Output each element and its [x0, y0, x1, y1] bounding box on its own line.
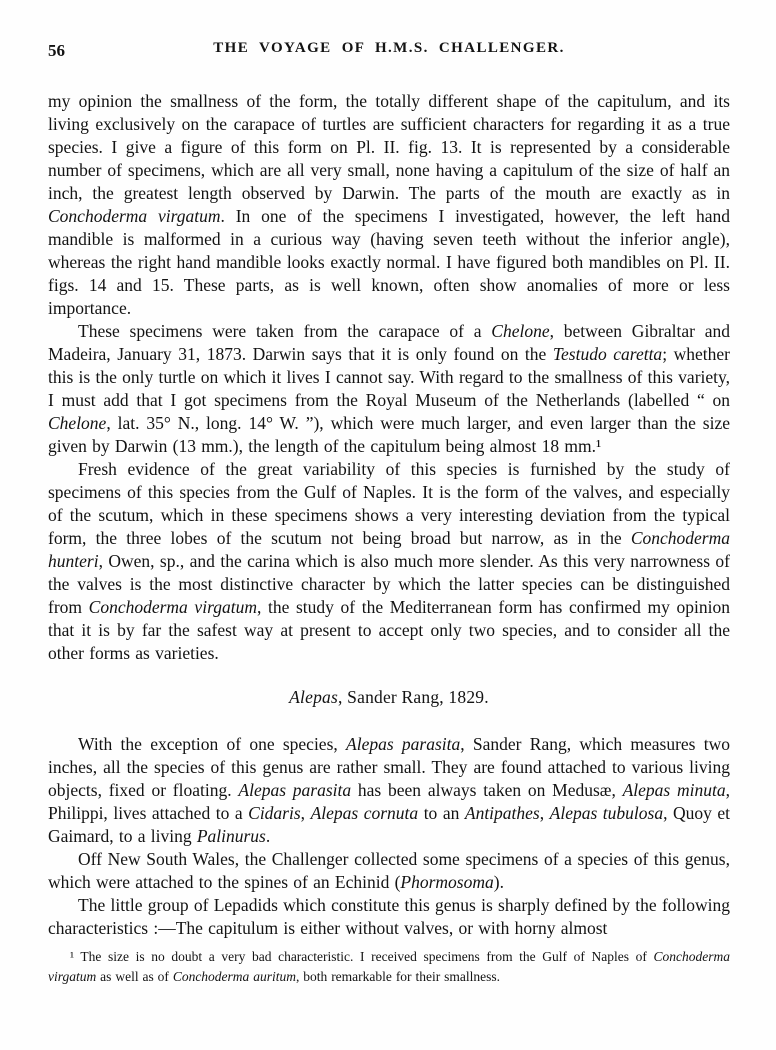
- italic-text-run: Conchoderma virgatum: [88, 597, 257, 617]
- text-run: , lat. 35° N., long. 14° W. ”), which were much larger, and even larger than the size given by Darwin (13 mm.), the length of the capitulum being almost 18 mm.¹: [48, 413, 730, 456]
- text-run: Fresh evidence of the great variability of this species is furnished by the study of specimens of this species from the Gulf of Naples. It is the form of the valves, and especially of the scutum, which in these specimens shows a very interesting deviation from the typical form, the three lobes of the scutum not being broad but narrow, as in the: [48, 459, 730, 548]
- italic-text-run: Phormosoma: [400, 872, 494, 892]
- text-run: , between Gibraltar and Madeira, January 31, 1873. Darwin says that it is only found on the: [48, 321, 730, 364]
- footnote: [48, 947, 730, 986]
- text-run: ,: [539, 803, 550, 823]
- text-run: , Sander Rang, 1829.: [338, 687, 489, 707]
- italic-text-run: Alepas parasita: [346, 734, 461, 754]
- text-run: The little group of Lepadids which constitute this genus is sharply defined by the following characteristics :—The capitulum is either without valves, or with horny almost: [48, 895, 730, 938]
- text-run: , Owen, sp., and the carina which is also much more slender. As this very narrowness of the valves is the most distinctive character by which the latter species can be distinguished from: [48, 551, 730, 617]
- italic-text-run: Cidaris: [248, 803, 301, 823]
- text-run: ,: [300, 803, 311, 823]
- italic-text-run: Chelone: [491, 321, 550, 341]
- text-run: . In one of the specimens I investigated, however, the left hand mandible is malformed in a curious way (having seven teeth without the inferior angle), whereas the right hand mandible looks exactly normal. I have figured both mandibles on Pl. II. figs. 14 and 15. These parts, as is well known, often show anomalies of more or less importance.: [48, 206, 730, 318]
- text-run: as well as of: [96, 968, 173, 984]
- text-run: , Quoy et Gaimard, to a living: [48, 803, 731, 846]
- paragraph: [48, 733, 730, 848]
- text-run: to an: [418, 803, 465, 823]
- paragraph: [48, 320, 730, 458]
- text-run: Off New South Wales, the Challenger collected some specimens of a species of this genus, which were attached to the spines of an Echinid (: [48, 849, 730, 892]
- italic-text-run: Chelone: [48, 413, 107, 433]
- italic-text-run: Conchoderma auritum: [172, 968, 296, 984]
- italic-text-run: Alepas minuta: [622, 780, 726, 800]
- text-run: With the exception of one species,: [78, 734, 347, 754]
- italic-text-run: Alepas tubulosa: [549, 803, 664, 823]
- text-run: my opinion the smallness of the form, the totally different shape of the capitulum, and its living exclusively on the carapace of turtles are sufficient characters for regarding it as a true species. I give a figure of this form on Pl. II. fig. 13. It is represented by a considerable number of specimens, which are all very small, none having a capitulum of the size of half an inch, the greatest length observed by Darwin. The parts of the mouth are exactly as in: [48, 91, 730, 203]
- text-run: , Sander Rang, which measures two inches, all the species of this genus are rather small. They are found attached to various living objects, fixed or floating.: [48, 734, 731, 800]
- text-run: ; whether this is the only turtle on which it lives I cannot say. With regard to the smallness of this variety, I must add that I got specimens from the Royal Museum of the Netherlands (labelled “ on: [48, 344, 730, 410]
- text-run: has been always taken on Medusæ,: [351, 780, 623, 800]
- italic-text-run: Conchoderma hunteri: [48, 528, 730, 571]
- italic-text-run: Alepas cornuta: [310, 803, 419, 823]
- paragraph: [48, 894, 730, 940]
- page-body: [48, 90, 730, 940]
- text-run: .: [265, 826, 271, 846]
- text-run: , the study of the Mediterranean form has confirmed my opinion that it is by far the safest way at present to accept only two species, and to consider all the other forms as varieties.: [48, 597, 730, 663]
- section-heading: [48, 686, 730, 709]
- paragraph: [48, 458, 730, 665]
- page-header: [48, 40, 730, 64]
- paragraph: [48, 848, 730, 894]
- italic-text-run: Alepas parasita: [238, 780, 352, 800]
- text-run: ).: [493, 872, 504, 892]
- italic-text-run: Conchoderma virgatum: [48, 206, 221, 226]
- italic-text-run: Alepas: [289, 687, 339, 707]
- running-title: THE VOYAGE OF H.M.S. CHALLENGER.: [213, 40, 565, 56]
- text-run: , Philippi, lives attached to a: [48, 780, 730, 823]
- paragraph: [48, 90, 730, 320]
- text-run: These specimens were taken from the carapace of a: [78, 321, 492, 341]
- text-run: ¹ The size is no doubt a very bad characteristic. I received specimens from the Gulf of Naples of: [70, 949, 654, 964]
- italic-text-run: Testudo caretta: [552, 344, 663, 364]
- text-run: , both remarkable for their smallness.: [295, 968, 500, 984]
- italic-text-run: Antipathes: [464, 803, 540, 823]
- italic-text-run: Conchoderma virgatum: [48, 949, 730, 984]
- page-number: 56: [48, 41, 65, 60]
- italic-text-run: Palinurus: [196, 826, 266, 846]
